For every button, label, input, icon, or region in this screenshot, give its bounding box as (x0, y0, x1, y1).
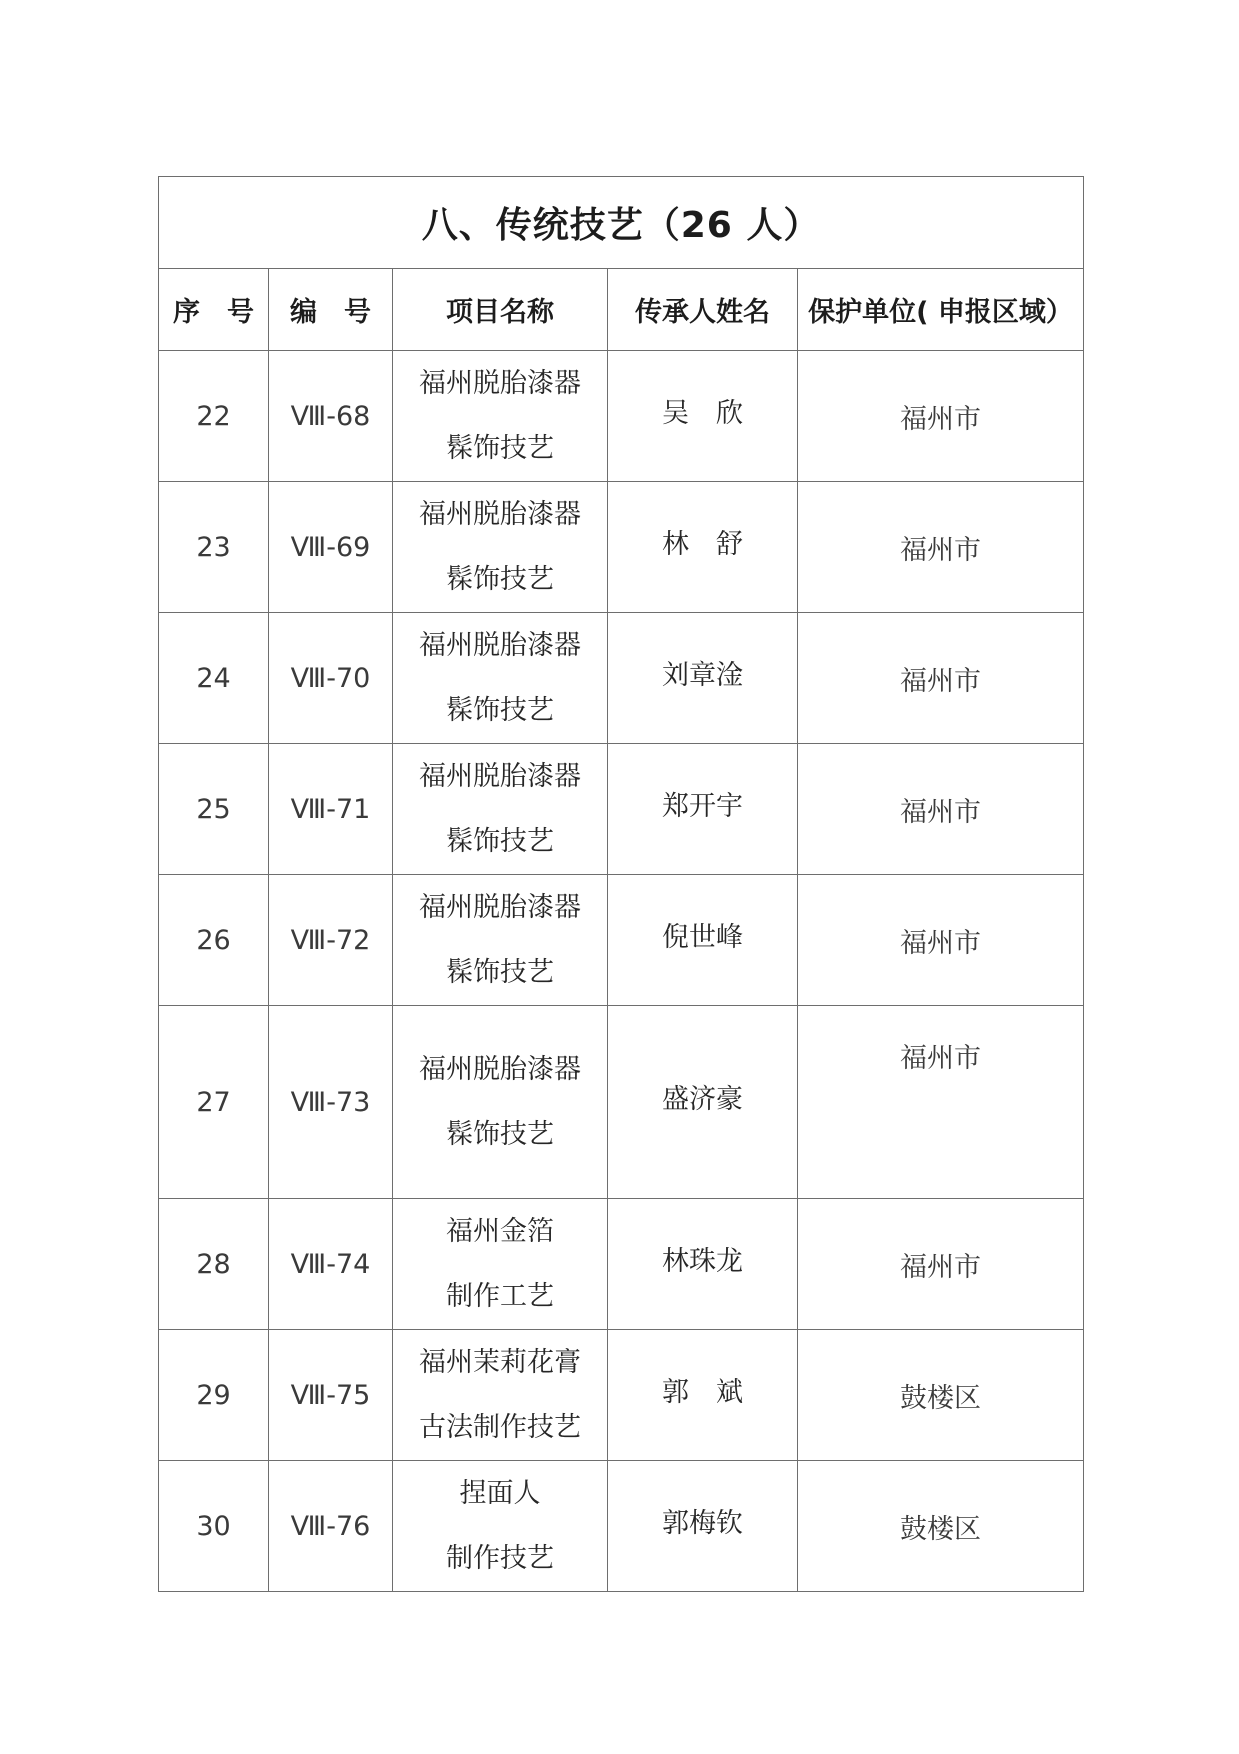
heritage-table (158, 176, 1084, 1592)
project-line: 髹饰技艺 (446, 826, 554, 857)
row-number: 30 (159, 1461, 269, 1592)
row-unit: 福州市 (798, 1199, 1084, 1330)
heir-name: 林 舒 (662, 528, 743, 560)
column-header-number: 序 号 (159, 269, 269, 351)
row-project (393, 351, 608, 482)
row-code: Ⅷ-70 (269, 613, 393, 744)
heir-name: 郭 斌 (662, 1376, 743, 1408)
heir-name: 林珠龙 (662, 1245, 743, 1277)
row-code: Ⅷ-76 (269, 1461, 393, 1592)
row-project (393, 613, 608, 744)
row-unit: 福州市 (798, 744, 1084, 875)
row-unit: 福州市 (798, 1006, 1084, 1199)
row-heir (608, 1006, 798, 1199)
row-number: 26 (159, 875, 269, 1006)
table-row (159, 482, 1084, 613)
table-title: 八、传统技艺（26 人） (159, 177, 1084, 269)
table-title-row (159, 177, 1084, 269)
project-line: 福州脱胎漆器 (419, 630, 581, 661)
project-line: 福州金箔 (446, 1216, 554, 1247)
project-line: 制作工艺 (446, 1281, 554, 1312)
table-row (159, 875, 1084, 1006)
project-line: 福州脱胎漆器 (419, 368, 581, 399)
row-number: 29 (159, 1330, 269, 1461)
row-project (393, 1006, 608, 1199)
row-number: 27 (159, 1006, 269, 1199)
row-heir (608, 744, 798, 875)
column-header-project: 项目名称 (393, 269, 608, 351)
heir-name: 倪世峰 (662, 921, 743, 953)
row-heir (608, 613, 798, 744)
row-project (393, 1461, 608, 1592)
row-code: Ⅷ-73 (269, 1006, 393, 1199)
row-project (393, 482, 608, 613)
row-unit: 福州市 (798, 351, 1084, 482)
row-code: Ⅷ-71 (269, 744, 393, 875)
table-row (159, 744, 1084, 875)
table-row (159, 351, 1084, 482)
row-number: 22 (159, 351, 269, 482)
project-line: 福州脱胎漆器 (419, 1054, 581, 1085)
heir-name: 吴 欣 (662, 397, 743, 429)
row-code: Ⅷ-74 (269, 1199, 393, 1330)
project-line: 福州脱胎漆器 (419, 892, 581, 923)
column-header-unit: 保护单位( 申报区域） (798, 269, 1084, 351)
table-row (159, 1330, 1084, 1461)
row-heir (608, 1199, 798, 1330)
row-project (393, 1199, 608, 1330)
heir-name: 盛济豪 (662, 1083, 743, 1115)
row-number: 28 (159, 1199, 269, 1330)
row-project (393, 1330, 608, 1461)
project-line: 制作技艺 (446, 1543, 554, 1574)
project-line: 髹饰技艺 (446, 1119, 554, 1150)
row-number: 23 (159, 482, 269, 613)
table-row (159, 1461, 1084, 1592)
row-unit: 福州市 (798, 875, 1084, 1006)
row-heir (608, 351, 798, 482)
row-unit: 鼓楼区 (798, 1330, 1084, 1461)
row-unit: 福州市 (798, 482, 1084, 613)
table-row (159, 1006, 1084, 1199)
column-header-code: 编 号 (269, 269, 393, 351)
project-line: 髹饰技艺 (446, 695, 554, 726)
project-line: 福州脱胎漆器 (419, 499, 581, 530)
row-unit: 福州市 (798, 613, 1084, 744)
row-project (393, 875, 608, 1006)
row-unit: 鼓楼区 (798, 1461, 1084, 1592)
row-code: Ⅷ-68 (269, 351, 393, 482)
row-heir (608, 1330, 798, 1461)
heir-name: 刘章淦 (662, 659, 743, 691)
heir-name: 郭梅钦 (662, 1507, 743, 1539)
project-line: 古法制作技艺 (419, 1412, 581, 1443)
project-line: 髹饰技艺 (446, 564, 554, 595)
project-line: 髹饰技艺 (446, 957, 554, 988)
column-header-heir: 传承人姓名 (608, 269, 798, 351)
row-heir (608, 875, 798, 1006)
row-code: Ⅷ-75 (269, 1330, 393, 1461)
project-line: 福州脱胎漆器 (419, 761, 581, 792)
table-row (159, 613, 1084, 744)
row-code: Ⅷ-69 (269, 482, 393, 613)
project-line: 髹饰技艺 (446, 433, 554, 464)
heir-name: 郑开宇 (662, 790, 743, 822)
row-heir (608, 482, 798, 613)
heritage-table-sheet (158, 176, 1083, 1592)
row-number: 24 (159, 613, 269, 744)
project-line: 捏面人 (459, 1478, 541, 1509)
table-row (159, 1199, 1084, 1330)
row-code: Ⅷ-72 (269, 875, 393, 1006)
row-number: 25 (159, 744, 269, 875)
table-header-row (159, 269, 1084, 351)
row-heir (608, 1461, 798, 1592)
row-project (393, 744, 608, 875)
project-line: 福州茉莉花膏 (419, 1347, 581, 1378)
